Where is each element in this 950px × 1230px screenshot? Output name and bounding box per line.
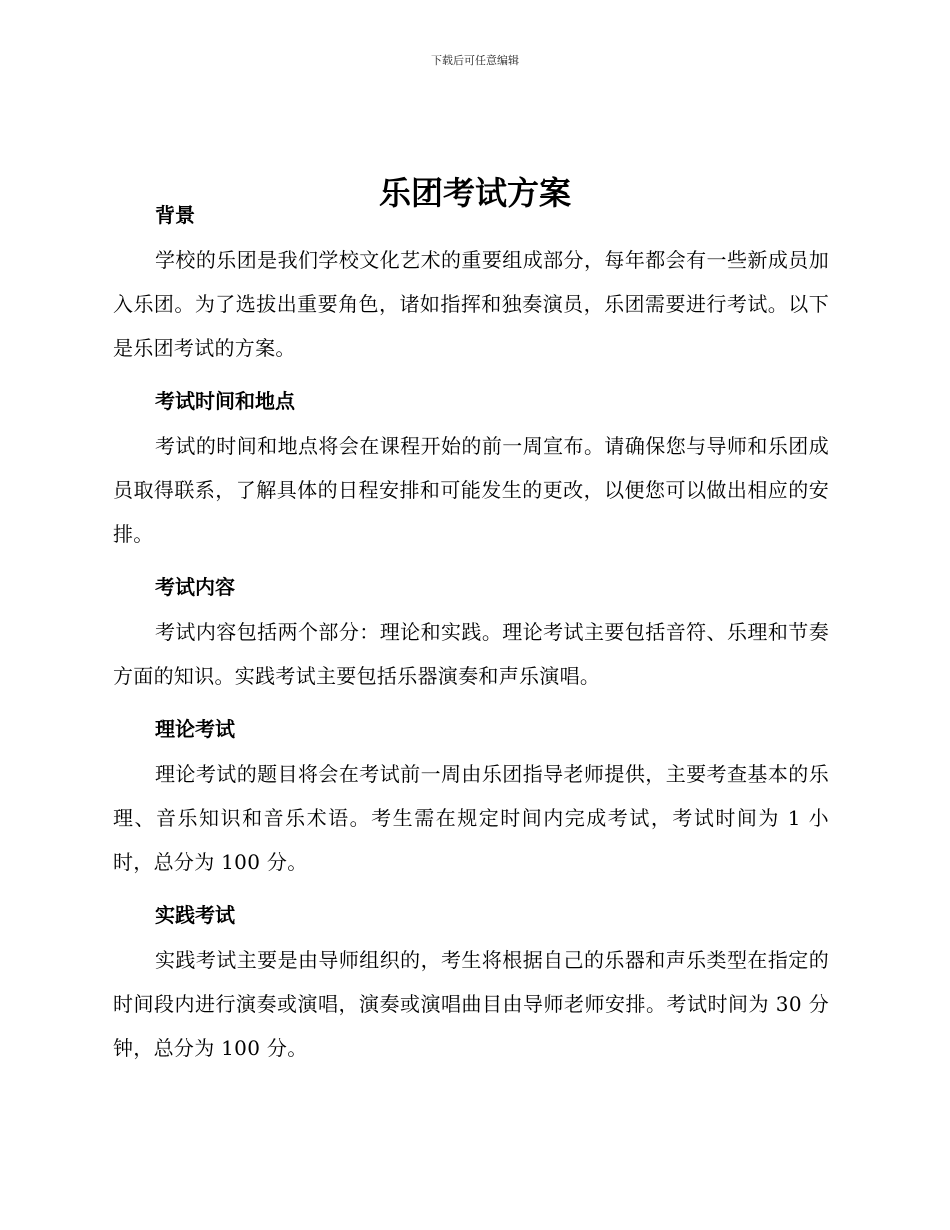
section-paragraph: 考试内容包括两个部分：理论和实践。理论考试主要包括音符、乐理和节奏方面的知识。实践考试主要包括乐器演奏和声乐演唱。	[113, 620, 829, 688]
section-heading: 实践考试	[155, 903, 235, 927]
section-paragraph: 考试的时间和地点将会在课程开始的前一周宣布。请确保您与导师和乐团成员取得联系，了解具体的日程安排和可能发生的更改，以便您可以做出相应的安排。	[113, 434, 829, 546]
section-heading: 背景	[155, 203, 195, 227]
section-time-and-place	[113, 386, 829, 556]
section-practice-exam	[113, 900, 829, 1070]
section-paragraph: 实践考试主要是由导师组织的，考生将根据自己的乐器和声乐类型在指定的时间段内进行演奏或演唱，演奏或演唱曲目由导师老师安排。考试时间为 30 分钟，总分为 100 分。	[113, 948, 829, 1060]
document-body	[113, 200, 829, 1086]
header-note: 下载后可任意编辑	[431, 54, 519, 67]
section-heading: 理论考试	[155, 717, 235, 741]
document-title: 乐团考试方案	[378, 174, 571, 213]
section-theory-exam	[113, 714, 829, 884]
section-heading: 考试时间和地点	[155, 389, 295, 413]
section-paragraph: 学校的乐团是我们学校文化艺术的重要组成部分，每年都会有一些新成员加入乐团。为了选拔出重要角色，诸如指挥和独奏演员，乐团需要进行考试。以下是乐团考试的方案。	[113, 248, 829, 360]
section-exam-content	[113, 572, 829, 698]
section-background	[113, 200, 829, 370]
section-heading: 考试内容	[155, 575, 235, 599]
section-paragraph: 理论考试的题目将会在考试前一周由乐团指导老师提供，主要考查基本的乐理、音乐知识和音乐术语。考生需在规定时间内完成考试，考试时间为 1 小时，总分为 100 分。	[113, 762, 829, 874]
